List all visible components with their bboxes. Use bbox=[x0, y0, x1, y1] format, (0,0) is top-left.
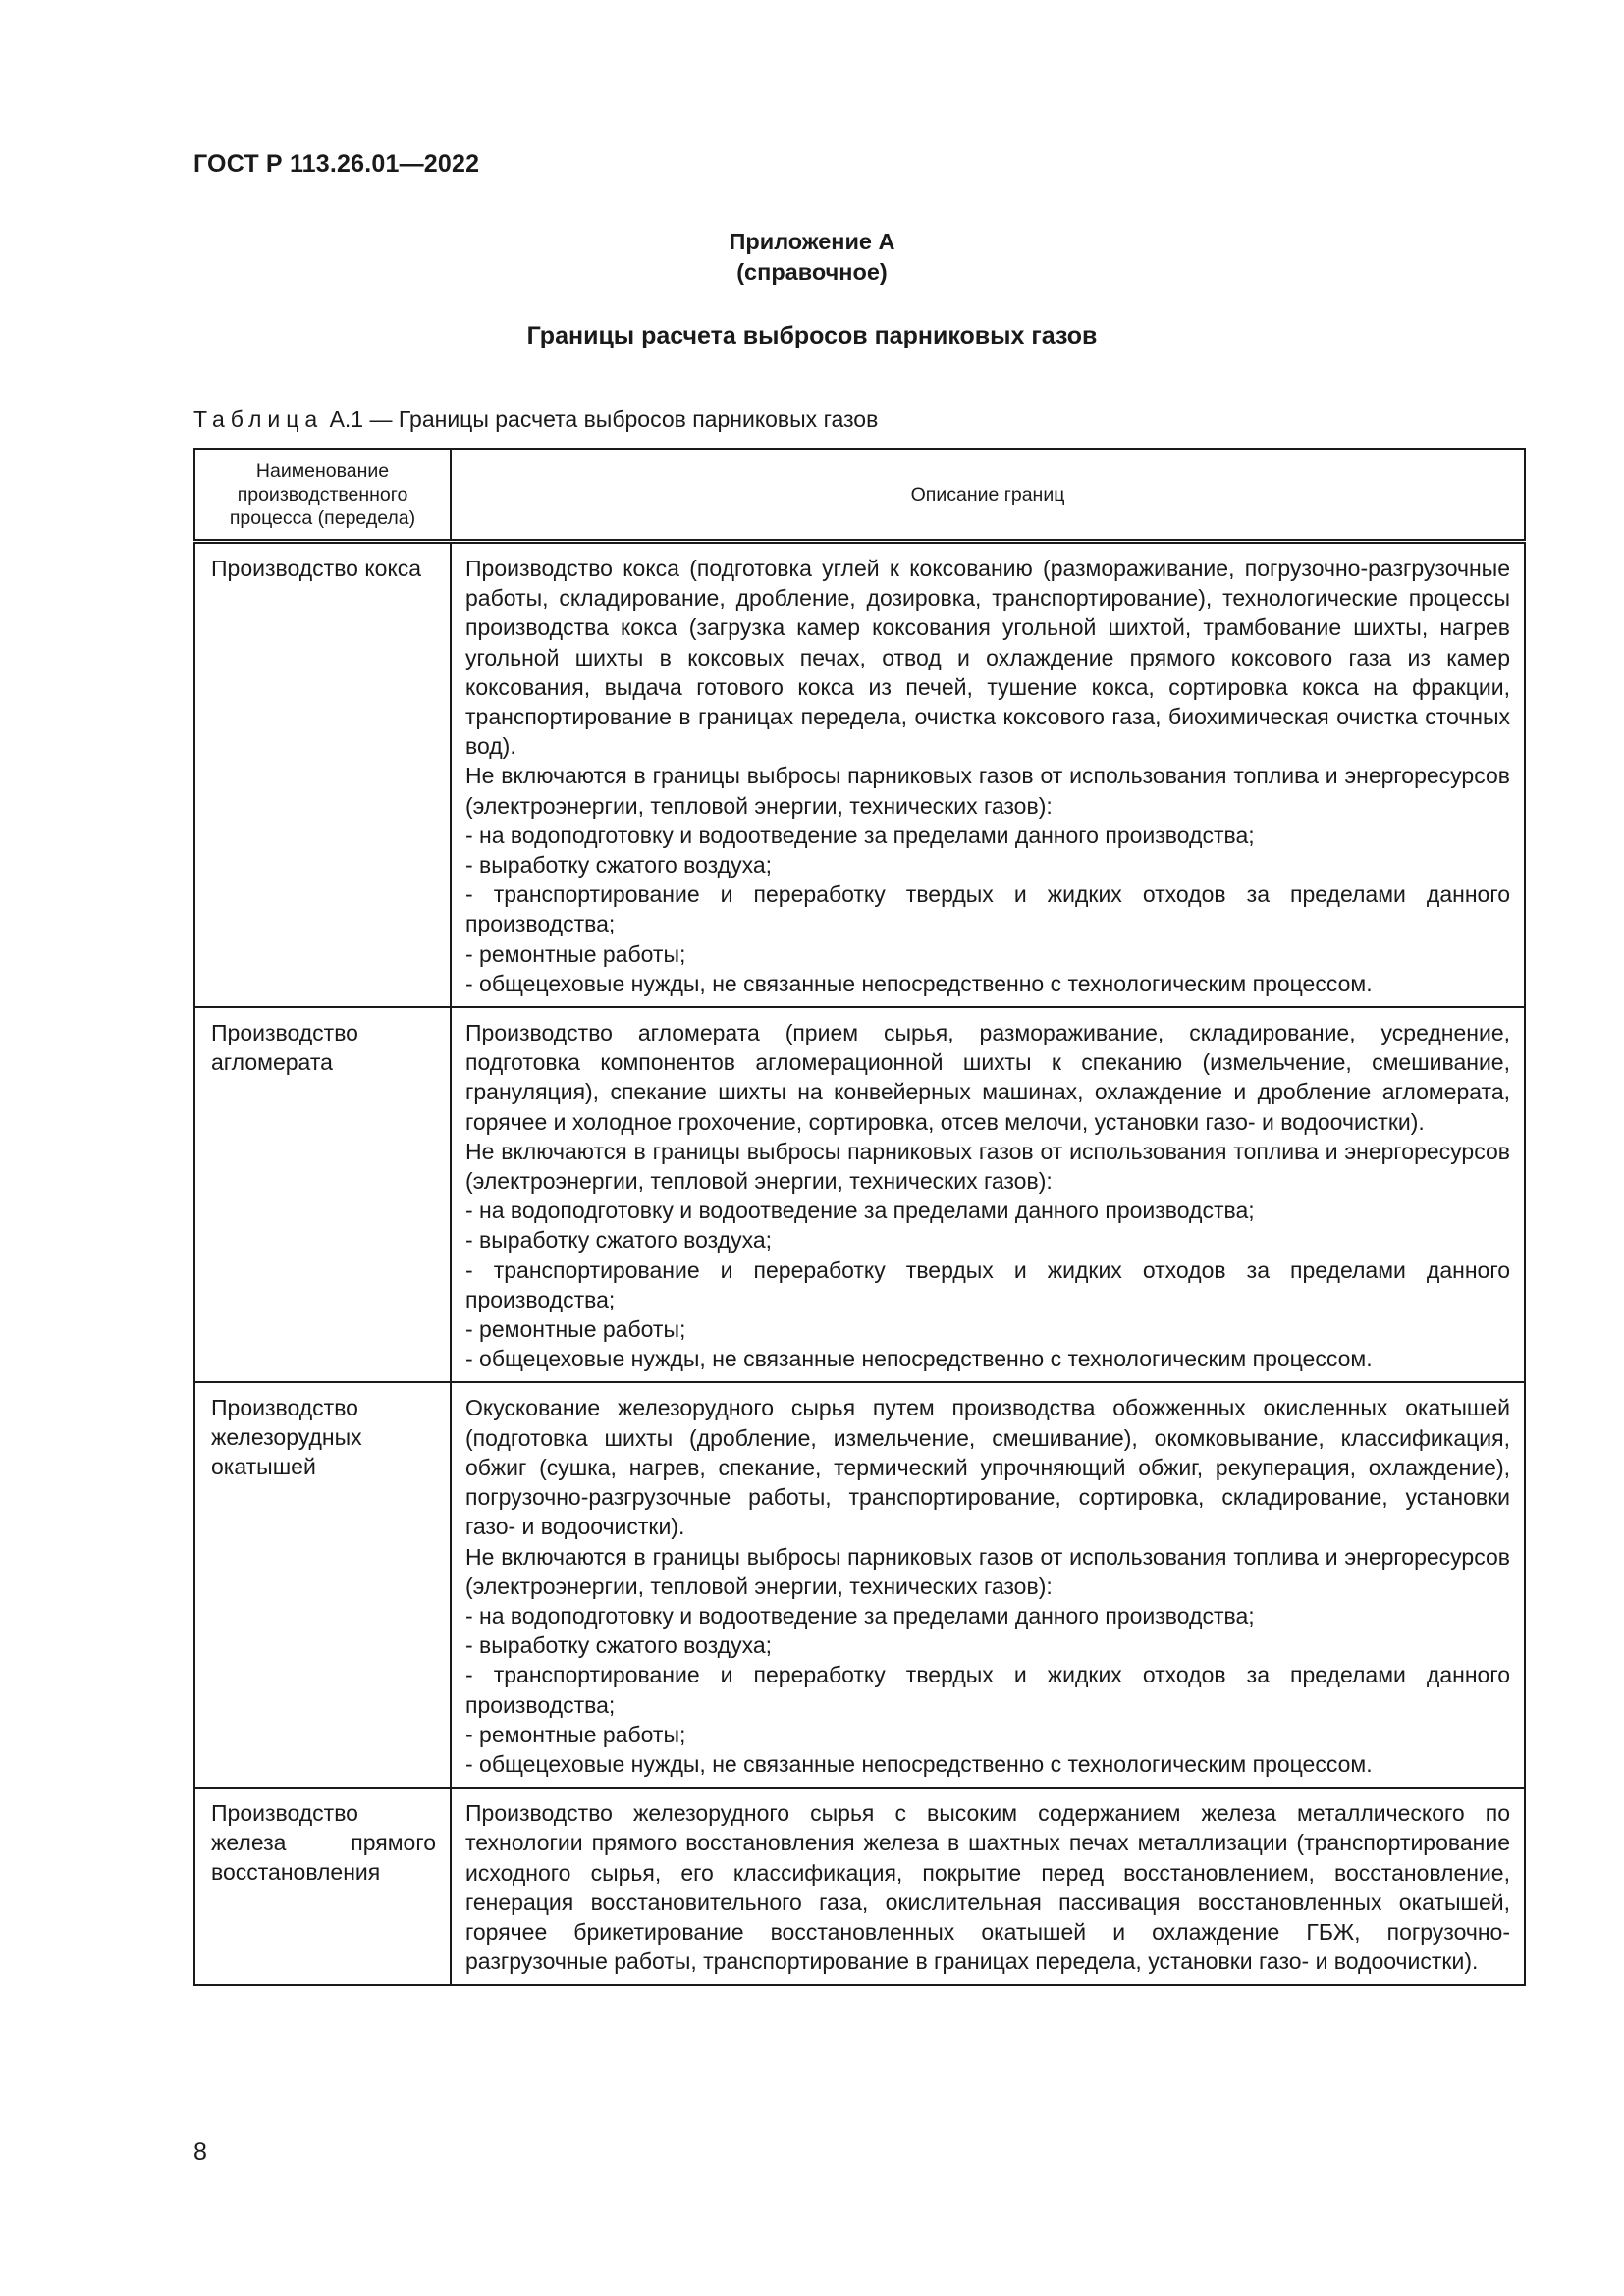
table-caption-text: А.1 — Границы расчета выбросов парниковых газов bbox=[323, 406, 879, 432]
description-line: - на водоподготовку и водоотведение за пределами данного производства; bbox=[465, 822, 1255, 848]
table-row bbox=[194, 1007, 1525, 1382]
description-line: - общецеховые нужды, не связанные непосредственно с технологическим процессом. bbox=[465, 1346, 1373, 1372]
process-name-cell: Производство железорудных окатышей bbox=[194, 1382, 451, 1788]
process-name-cell: Производство кокса bbox=[194, 542, 451, 1008]
description-line: Производство агломерата (прием сырья, размораживание, складирование, усреднение, подготовка компонентов агломерационной шихты к спеканию (измельчение, смешивание, грануляция), спекание шихты на конвейерных машинах, охлаждение и дробление агломерата, горячее и холодное грохочение, сортировка, отсев мелочи, установки газо- и водоочистки). bbox=[465, 1020, 1510, 1135]
description-line: - выработку сжатого воздуха; bbox=[465, 1632, 773, 1659]
table-row bbox=[194, 1382, 1525, 1788]
description-line: - транспортирование и переработку твердых и жидких отходов за пределами данного производства; bbox=[465, 1662, 1510, 1718]
table-body bbox=[194, 542, 1525, 1986]
boundary-description-cell bbox=[451, 1382, 1525, 1788]
process-name-cell: Производство агломерата bbox=[194, 1007, 451, 1382]
page-number: 8 bbox=[193, 2138, 207, 2165]
document-code: ГОСТ Р 113.26.01—2022 bbox=[193, 150, 480, 178]
description-line: - общецеховые нужды, не связанные непосредственно с технологическим процессом. bbox=[465, 970, 1373, 996]
column-header-description: Описание границ bbox=[451, 449, 1525, 542]
description-line: - на водоподготовку и водоотведение за пределами данного производства; bbox=[465, 1602, 1255, 1629]
description-line: - на водоподготовку и водоотведение за пределами данного производства; bbox=[465, 1198, 1255, 1224]
description-line: - выработку сжатого воздуха; bbox=[465, 852, 773, 879]
table-header-row bbox=[194, 449, 1525, 542]
description-line: - ремонтные работы; bbox=[465, 940, 686, 967]
table-row bbox=[194, 542, 1525, 1008]
section-heading: Границы расчета выбросов парниковых газов bbox=[526, 322, 1098, 349]
description-line: Производство кокса (подготовка углей к коксованию (размораживание, погрузочно-разгрузочные работы, складирование, дробление, дозировка, транспортирование), технологические процессы производства кокса (загрузка камер коксования угольной шихтой, трамбование шихты, нагрев угольной шихты в коксовых печах, отвод и охлаждение прямого коксового газа из камер коксования, выдача готового кокса из печей, тушение кокса, сортировка кокса на фракции, транспортирование в границах передела, очистка коксового газа, биохимическая очистка сточных вод). bbox=[465, 556, 1510, 760]
description-line: - транспортирование и переработку твердых и жидких отходов за пределами данного производства; bbox=[465, 881, 1510, 937]
description-line: - выработку сжатого воздуха; bbox=[465, 1227, 773, 1254]
column-header-process: Наименование производственного процесса (передела) bbox=[194, 449, 451, 542]
annex-status: (справочное) bbox=[736, 259, 888, 285]
table-caption-label: Таблица bbox=[193, 406, 324, 432]
table-row bbox=[194, 1788, 1525, 1985]
description-line: - ремонтные работы; bbox=[465, 1721, 686, 1747]
boundary-description-cell bbox=[451, 542, 1525, 1008]
description-line: Не включаются в границы выбросы парниковых газов от использования топлива и энергоресурсов (электроэнергии, тепловой энергии, технических газов): bbox=[465, 1543, 1510, 1599]
description-line: - общецеховые нужды, не связанные непосредственно с технологическим процессом. bbox=[465, 1750, 1373, 1777]
process-name-cell: Производство железа прямого восстановления bbox=[194, 1788, 451, 1985]
description-line: - транспортирование и переработку твердых и жидких отходов за пределами данного производства; bbox=[465, 1256, 1510, 1312]
description-line: Производство железорудного сырья с высоким содержанием железа металлического по технологии прямого восстановления железа в шахтных печах металлизации (транспортирование исходного сырья, его классификация, покрытие перед восстановлением, восстановление, генерация восстановительного газа, окислительная пассивация восстановленных окатышей, горячее брикетирование восстановленных окатышей и охлаждение ГБЖ, погрузочно-разгрузочные работы, транспортирование в границах передела, установки газо- и водоочистки). bbox=[465, 1800, 1510, 1975]
description-line: - ремонтные работы; bbox=[465, 1316, 686, 1343]
description-line: Не включаются в границы выбросы парниковых газов от использования топлива и энергоресурсов (электроэнергии, тепловой энергии, технических газов): bbox=[465, 1138, 1510, 1195]
table-caption bbox=[193, 406, 878, 433]
boundary-description-cell bbox=[451, 1788, 1525, 1985]
boundaries-table bbox=[193, 448, 1526, 1986]
annex-label: Приложение А bbox=[729, 229, 895, 254]
boundary-description-cell bbox=[451, 1007, 1525, 1382]
annex-title bbox=[0, 227, 1624, 288]
description-line: Не включаются в границы выбросы парниковых газов от использования топлива и энергоресурсов (электроэнергии, тепловой энергии, технических газов): bbox=[465, 763, 1510, 819]
description-line: Окускование железорудного сырья путем производства обожженных окисленных окатышей (подготовка шихты (дробление, измельчение, смешивание), окомковывание, классификация, обжиг (сушка, нагрев, спекание, термический упрочняющий обжиг, рекуперация, охлаждение), погрузочно-разгрузочные работы, транспортирование, сортировка, складирование, установки газо- и водоочистки). bbox=[465, 1395, 1510, 1540]
